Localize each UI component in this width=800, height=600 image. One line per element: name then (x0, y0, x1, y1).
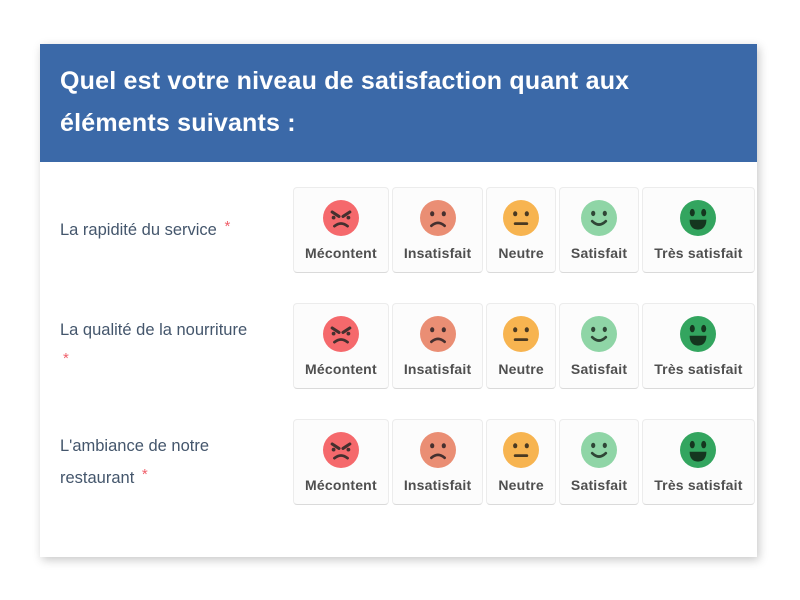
rating-option-grin[interactable]: Très satisfait (642, 419, 754, 505)
smile-face-icon (581, 200, 617, 236)
smile-face-icon (581, 316, 617, 352)
neutral-face-icon (503, 432, 539, 468)
rating-option-grin[interactable]: Très satisfait (642, 187, 754, 273)
grin-face-icon (680, 316, 716, 352)
rating-options (293, 303, 755, 389)
rating-option-angry[interactable]: Mécontent (293, 303, 389, 389)
sad-face-icon (420, 200, 456, 236)
neutral-face-icon (503, 200, 539, 236)
rating-option-grin[interactable]: Très satisfait (642, 303, 754, 389)
required-asterisk: * (63, 349, 69, 367)
question-label (60, 214, 293, 247)
rating-option-sad[interactable]: Insatisfait (392, 419, 484, 505)
angry-face-icon (323, 432, 359, 468)
smile-face-icon (581, 432, 617, 468)
question-header (40, 44, 757, 162)
neutral-face-icon (503, 316, 539, 352)
angry-face-icon (323, 200, 359, 236)
question-title: Quel est votre niveau de satisfaction quant aux éléments suivants : (60, 67, 630, 137)
rating-option-sad[interactable]: Insatisfait (392, 303, 484, 389)
rating-options (293, 187, 755, 273)
rating-option-smile[interactable]: Satisfait (559, 303, 639, 389)
rating-option-smile[interactable]: Satisfait (559, 187, 639, 273)
question-text: La rapidité du service (60, 220, 222, 239)
question-text: La qualité de la nourriture (60, 320, 248, 339)
required-asterisk: * (224, 217, 231, 235)
grin-face-icon (680, 200, 716, 236)
angry-face-icon (323, 316, 359, 352)
grin-face-icon (680, 432, 716, 468)
rating-option-neutral[interactable]: Neutre (486, 303, 556, 389)
question-label (60, 314, 293, 379)
sad-face-icon (420, 316, 456, 352)
rating-option-neutral[interactable]: Neutre (486, 187, 556, 273)
rating-option-angry[interactable]: Mécontent (293, 187, 389, 273)
question-row (60, 187, 743, 273)
sad-face-icon (420, 432, 456, 468)
rating-option-angry[interactable]: Mécontent (293, 419, 389, 505)
question-text: L'ambiance de notre restaurant (60, 436, 209, 487)
question-row (60, 303, 743, 389)
rating-matrix (40, 162, 757, 505)
rating-options (293, 419, 755, 505)
question-row (60, 419, 743, 505)
rating-option-smile[interactable]: Satisfait (559, 419, 639, 505)
rating-option-neutral[interactable]: Neutre (486, 419, 556, 505)
rating-option-sad[interactable]: Insatisfait (392, 187, 484, 273)
survey-card (40, 44, 757, 557)
question-label (60, 430, 293, 495)
required-asterisk: * (141, 465, 148, 483)
